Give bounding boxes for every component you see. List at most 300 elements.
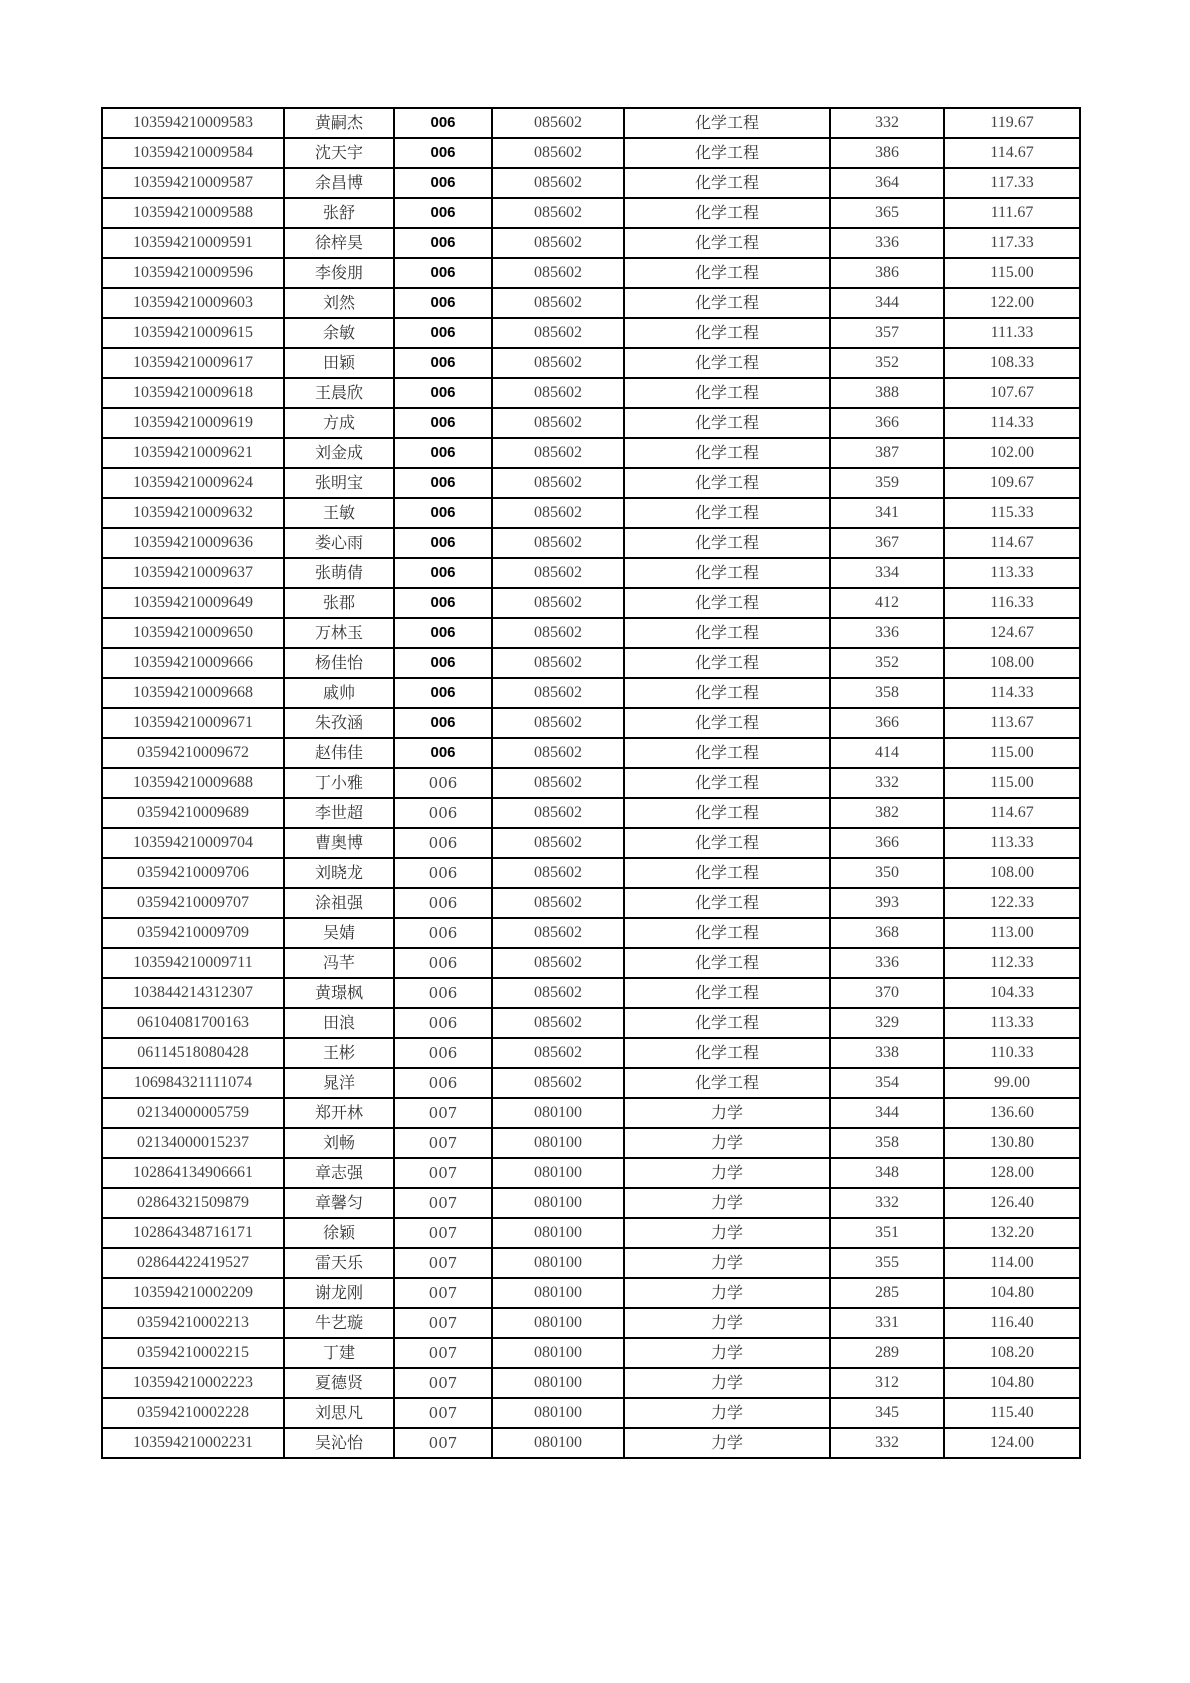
unit-code-cell: 006 — [394, 798, 492, 828]
retest-score-cell: 113.67 — [944, 708, 1080, 738]
major-code-cell: 085602 — [492, 1008, 624, 1038]
retest-score-cell: 122.00 — [944, 288, 1080, 318]
initial-score-cell: 357 — [830, 318, 944, 348]
table-row — [102, 138, 1080, 168]
candidate-name-cell: 王彬 — [284, 1038, 394, 1068]
candidate-id-cell: 03594210002228 — [102, 1398, 284, 1428]
retest-score-cell: 104.33 — [944, 978, 1080, 1008]
table-row — [102, 558, 1080, 588]
major-name-cell: 力学 — [624, 1218, 830, 1248]
major-code-cell: 085602 — [492, 1038, 624, 1068]
table-row — [102, 828, 1080, 858]
candidate-id-cell: 103594210009666 — [102, 648, 284, 678]
candidate-id-cell: 02864422419527 — [102, 1248, 284, 1278]
unit-code-cell: 006 — [394, 948, 492, 978]
initial-score-cell: 359 — [830, 468, 944, 498]
major-name-cell: 化学工程 — [624, 1068, 830, 1098]
candidate-id-cell: 02864321509879 — [102, 1188, 284, 1218]
unit-code-cell: 006 — [394, 648, 492, 678]
retest-score-cell: 136.60 — [944, 1098, 1080, 1128]
unit-code-cell: 006 — [394, 408, 492, 438]
major-name-cell: 化学工程 — [624, 798, 830, 828]
candidate-id-cell: 103594210009583 — [102, 108, 284, 138]
initial-score-cell: 348 — [830, 1158, 944, 1188]
candidate-name-cell: 李俊朋 — [284, 258, 394, 288]
major-name-cell: 力学 — [624, 1158, 830, 1188]
major-name-cell: 化学工程 — [624, 168, 830, 198]
candidate-id-cell: 103594210009603 — [102, 288, 284, 318]
initial-score-cell: 358 — [830, 678, 944, 708]
major-name-cell: 力学 — [624, 1398, 830, 1428]
initial-score-cell: 414 — [830, 738, 944, 768]
major-code-cell: 085602 — [492, 648, 624, 678]
table-row — [102, 288, 1080, 318]
initial-score-cell: 365 — [830, 198, 944, 228]
initial-score-cell: 331 — [830, 1308, 944, 1338]
candidate-id-cell: 103594210009704 — [102, 828, 284, 858]
table-row — [102, 1428, 1080, 1458]
major-code-cell: 085602 — [492, 798, 624, 828]
candidate-name-cell: 郑开林 — [284, 1098, 394, 1128]
candidate-id-cell: 103594210009632 — [102, 498, 284, 528]
candidate-id-cell: 102864134906661 — [102, 1158, 284, 1188]
table-row — [102, 1398, 1080, 1428]
major-code-cell: 080100 — [492, 1368, 624, 1398]
major-name-cell: 化学工程 — [624, 738, 830, 768]
table-row — [102, 858, 1080, 888]
candidate-name-cell: 刘晓龙 — [284, 858, 394, 888]
retest-score-cell: 116.33 — [944, 588, 1080, 618]
major-code-cell: 085602 — [492, 888, 624, 918]
major-name-cell: 化学工程 — [624, 978, 830, 1008]
major-code-cell: 085602 — [492, 618, 624, 648]
major-name-cell: 化学工程 — [624, 678, 830, 708]
table-row — [102, 498, 1080, 528]
major-name-cell: 化学工程 — [624, 618, 830, 648]
major-name-cell: 化学工程 — [624, 438, 830, 468]
major-name-cell: 化学工程 — [624, 198, 830, 228]
initial-score-cell: 351 — [830, 1218, 944, 1248]
retest-score-cell: 110.33 — [944, 1038, 1080, 1068]
retest-score-cell: 124.00 — [944, 1428, 1080, 1458]
table-row — [102, 1188, 1080, 1218]
major-code-cell: 080100 — [492, 1398, 624, 1428]
unit-code-cell: 006 — [394, 528, 492, 558]
candidate-id-cell: 103594210009617 — [102, 348, 284, 378]
retest-score-cell: 111.33 — [944, 318, 1080, 348]
initial-score-cell: 366 — [830, 408, 944, 438]
major-code-cell: 085602 — [492, 738, 624, 768]
major-code-cell: 080100 — [492, 1188, 624, 1218]
major-name-cell: 力学 — [624, 1368, 830, 1398]
candidate-id-cell: 03594210009706 — [102, 858, 284, 888]
table-row — [102, 1098, 1080, 1128]
major-name-cell: 化学工程 — [624, 498, 830, 528]
unit-code-cell: 007 — [394, 1248, 492, 1278]
table-row — [102, 1278, 1080, 1308]
unit-code-cell: 007 — [394, 1218, 492, 1248]
candidate-name-cell: 方成 — [284, 408, 394, 438]
initial-score-cell: 352 — [830, 348, 944, 378]
initial-score-cell: 332 — [830, 1188, 944, 1218]
initial-score-cell: 332 — [830, 108, 944, 138]
candidate-name-cell: 沈天宇 — [284, 138, 394, 168]
table-row — [102, 678, 1080, 708]
initial-score-cell: 352 — [830, 648, 944, 678]
candidate-id-cell: 103594210009649 — [102, 588, 284, 618]
candidate-name-cell: 赵伟佳 — [284, 738, 394, 768]
unit-code-cell: 006 — [394, 678, 492, 708]
major-code-cell: 080100 — [492, 1158, 624, 1188]
unit-code-cell: 007 — [394, 1158, 492, 1188]
candidate-name-cell: 娄心雨 — [284, 528, 394, 558]
initial-score-cell: 386 — [830, 138, 944, 168]
major-code-cell: 085602 — [492, 168, 624, 198]
table-row — [102, 798, 1080, 828]
candidate-id-cell: 103594210009637 — [102, 558, 284, 588]
major-code-cell: 085602 — [492, 378, 624, 408]
candidate-name-cell: 吴沁怡 — [284, 1428, 394, 1458]
unit-code-cell: 007 — [394, 1128, 492, 1158]
major-name-cell: 化学工程 — [624, 318, 830, 348]
table-row — [102, 768, 1080, 798]
major-name-cell: 化学工程 — [624, 918, 830, 948]
retest-score-cell: 132.20 — [944, 1218, 1080, 1248]
candidate-name-cell: 余昌博 — [284, 168, 394, 198]
major-name-cell: 力学 — [624, 1248, 830, 1278]
unit-code-cell: 006 — [394, 498, 492, 528]
initial-score-cell: 344 — [830, 288, 944, 318]
retest-score-cell: 109.67 — [944, 468, 1080, 498]
retest-score-cell: 112.33 — [944, 948, 1080, 978]
major-name-cell: 化学工程 — [624, 258, 830, 288]
initial-score-cell: 370 — [830, 978, 944, 1008]
candidate-id-cell: 103594210009591 — [102, 228, 284, 258]
candidate-name-cell: 张明宝 — [284, 468, 394, 498]
candidate-id-cell: 103594210009624 — [102, 468, 284, 498]
candidate-name-cell: 曹奥博 — [284, 828, 394, 858]
unit-code-cell: 006 — [394, 858, 492, 888]
major-code-cell: 085602 — [492, 288, 624, 318]
major-code-cell: 085602 — [492, 588, 624, 618]
major-code-cell: 085602 — [492, 468, 624, 498]
major-code-cell: 085602 — [492, 498, 624, 528]
candidate-name-cell: 刘畅 — [284, 1128, 394, 1158]
major-code-cell: 085602 — [492, 948, 624, 978]
candidate-name-cell: 王晨欣 — [284, 378, 394, 408]
candidate-id-cell: 06104081700163 — [102, 1008, 284, 1038]
table-row — [102, 978, 1080, 1008]
candidate-name-cell: 王敏 — [284, 498, 394, 528]
unit-code-cell: 007 — [394, 1338, 492, 1368]
table-row — [102, 168, 1080, 198]
major-name-cell: 力学 — [624, 1098, 830, 1128]
candidate-id-cell: 03594210009707 — [102, 888, 284, 918]
unit-code-cell: 007 — [394, 1398, 492, 1428]
retest-score-cell: 114.00 — [944, 1248, 1080, 1278]
table-row — [102, 888, 1080, 918]
major-name-cell: 化学工程 — [624, 588, 830, 618]
major-code-cell: 085602 — [492, 978, 624, 1008]
candidate-name-cell: 黄璟枫 — [284, 978, 394, 1008]
major-name-cell: 化学工程 — [624, 108, 830, 138]
unit-code-cell: 006 — [394, 288, 492, 318]
candidate-id-cell: 103594210009688 — [102, 768, 284, 798]
table-row — [102, 438, 1080, 468]
candidate-name-cell: 涂祖强 — [284, 888, 394, 918]
initial-score-cell: 312 — [830, 1368, 944, 1398]
initial-score-cell: 332 — [830, 1428, 944, 1458]
retest-score-cell: 114.67 — [944, 798, 1080, 828]
major-name-cell: 化学工程 — [624, 888, 830, 918]
initial-score-cell: 336 — [830, 228, 944, 258]
table-row — [102, 1008, 1080, 1038]
major-name-cell: 力学 — [624, 1128, 830, 1158]
table-row — [102, 108, 1080, 138]
table-row — [102, 1368, 1080, 1398]
major-name-cell: 力学 — [624, 1278, 830, 1308]
unit-code-cell: 007 — [394, 1428, 492, 1458]
major-name-cell: 化学工程 — [624, 528, 830, 558]
unit-code-cell: 006 — [394, 1038, 492, 1068]
candidate-id-cell: 103594210002209 — [102, 1278, 284, 1308]
candidate-id-cell: 02134000005759 — [102, 1098, 284, 1128]
unit-code-cell: 006 — [394, 708, 492, 738]
table-row — [102, 378, 1080, 408]
table-row — [102, 1218, 1080, 1248]
unit-code-cell: 006 — [394, 1008, 492, 1038]
retest-score-cell: 124.67 — [944, 618, 1080, 648]
major-code-cell: 085602 — [492, 768, 624, 798]
retest-score-cell: 108.33 — [944, 348, 1080, 378]
candidate-id-cell: 103844214312307 — [102, 978, 284, 1008]
initial-score-cell: 350 — [830, 858, 944, 888]
retest-score-cell: 115.00 — [944, 738, 1080, 768]
major-code-cell: 085602 — [492, 708, 624, 738]
major-code-cell: 085602 — [492, 138, 624, 168]
major-code-cell: 080100 — [492, 1428, 624, 1458]
unit-code-cell: 006 — [394, 138, 492, 168]
candidate-name-cell: 杨佳怡 — [284, 648, 394, 678]
retest-score-cell: 113.00 — [944, 918, 1080, 948]
table-row — [102, 348, 1080, 378]
table-row — [102, 468, 1080, 498]
major-name-cell: 化学工程 — [624, 708, 830, 738]
table-row — [102, 708, 1080, 738]
major-code-cell: 080100 — [492, 1248, 624, 1278]
initial-score-cell: 412 — [830, 588, 944, 618]
major-name-cell: 化学工程 — [624, 288, 830, 318]
major-code-cell: 080100 — [492, 1338, 624, 1368]
major-code-cell: 085602 — [492, 318, 624, 348]
initial-score-cell: 345 — [830, 1398, 944, 1428]
initial-score-cell: 289 — [830, 1338, 944, 1368]
candidate-id-cell: 103594210002231 — [102, 1428, 284, 1458]
major-name-cell: 化学工程 — [624, 468, 830, 498]
unit-code-cell: 006 — [394, 108, 492, 138]
major-name-cell: 化学工程 — [624, 228, 830, 258]
unit-code-cell: 006 — [394, 348, 492, 378]
major-code-cell: 085602 — [492, 558, 624, 588]
initial-score-cell: 366 — [830, 828, 944, 858]
major-code-cell: 085602 — [492, 408, 624, 438]
retest-score-cell: 108.00 — [944, 858, 1080, 888]
unit-code-cell: 006 — [394, 768, 492, 798]
candidate-id-cell: 102864348716171 — [102, 1218, 284, 1248]
candidate-name-cell: 冯芊 — [284, 948, 394, 978]
retest-score-cell: 104.80 — [944, 1368, 1080, 1398]
table-row — [102, 228, 1080, 258]
candidate-name-cell: 徐颖 — [284, 1218, 394, 1248]
candidate-id-cell: 02134000015237 — [102, 1128, 284, 1158]
unit-code-cell: 006 — [394, 168, 492, 198]
major-code-cell: 080100 — [492, 1128, 624, 1158]
unit-code-cell: 006 — [394, 888, 492, 918]
major-name-cell: 力学 — [624, 1338, 830, 1368]
table-row — [102, 1338, 1080, 1368]
retest-score-cell: 116.40 — [944, 1308, 1080, 1338]
candidate-name-cell: 万林玉 — [284, 618, 394, 648]
candidate-id-cell: 06114518080428 — [102, 1038, 284, 1068]
table-row — [102, 918, 1080, 948]
initial-score-cell: 388 — [830, 378, 944, 408]
initial-score-cell: 336 — [830, 948, 944, 978]
retest-score-cell: 113.33 — [944, 1008, 1080, 1038]
candidate-name-cell: 章志强 — [284, 1158, 394, 1188]
major-code-cell: 085602 — [492, 198, 624, 228]
candidate-id-cell: 03594210009672 — [102, 738, 284, 768]
retest-score-cell: 115.00 — [944, 258, 1080, 288]
retest-score-cell: 113.33 — [944, 558, 1080, 588]
initial-score-cell: 366 — [830, 708, 944, 738]
unit-code-cell: 006 — [394, 378, 492, 408]
retest-score-cell: 117.33 — [944, 228, 1080, 258]
table-row — [102, 258, 1080, 288]
candidate-id-cell: 103594210009588 — [102, 198, 284, 228]
unit-code-cell: 007 — [394, 1188, 492, 1218]
unit-code-cell: 006 — [394, 918, 492, 948]
retest-score-cell: 115.33 — [944, 498, 1080, 528]
table-row — [102, 408, 1080, 438]
candidate-name-cell: 丁小雅 — [284, 768, 394, 798]
major-name-cell: 力学 — [624, 1188, 830, 1218]
candidate-id-cell: 03594210002213 — [102, 1308, 284, 1338]
major-code-cell: 080100 — [492, 1218, 624, 1248]
retest-score-cell: 108.00 — [944, 648, 1080, 678]
initial-score-cell: 382 — [830, 798, 944, 828]
retest-score-cell: 114.67 — [944, 528, 1080, 558]
table-row — [102, 738, 1080, 768]
unit-code-cell: 006 — [394, 828, 492, 858]
candidate-name-cell: 刘然 — [284, 288, 394, 318]
candidate-id-cell: 103594210009668 — [102, 678, 284, 708]
candidate-name-cell: 刘思凡 — [284, 1398, 394, 1428]
initial-score-cell: 285 — [830, 1278, 944, 1308]
table-row — [102, 1308, 1080, 1338]
table-row — [102, 198, 1080, 228]
major-code-cell: 085602 — [492, 678, 624, 708]
retest-score-cell: 102.00 — [944, 438, 1080, 468]
unit-code-cell: 007 — [394, 1098, 492, 1128]
retest-score-cell: 130.80 — [944, 1128, 1080, 1158]
major-name-cell: 化学工程 — [624, 1008, 830, 1038]
initial-score-cell: 364 — [830, 168, 944, 198]
candidate-name-cell: 戚帅 — [284, 678, 394, 708]
major-name-cell: 化学工程 — [624, 378, 830, 408]
candidate-name-cell: 牛艺璇 — [284, 1308, 394, 1338]
initial-score-cell: 386 — [830, 258, 944, 288]
major-code-cell: 080100 — [492, 1308, 624, 1338]
table-body — [102, 108, 1080, 1458]
initial-score-cell: 354 — [830, 1068, 944, 1098]
retest-score-cell: 114.33 — [944, 408, 1080, 438]
candidate-name-cell: 朱孜涵 — [284, 708, 394, 738]
retest-score-cell: 115.00 — [944, 768, 1080, 798]
initial-score-cell: 334 — [830, 558, 944, 588]
retest-score-cell: 107.67 — [944, 378, 1080, 408]
unit-code-cell: 007 — [394, 1308, 492, 1338]
table-row — [102, 618, 1080, 648]
initial-score-cell: 367 — [830, 528, 944, 558]
candidate-name-cell: 吴婧 — [284, 918, 394, 948]
major-name-cell: 化学工程 — [624, 828, 830, 858]
candidate-id-cell: 103594210009636 — [102, 528, 284, 558]
retest-score-cell: 111.67 — [944, 198, 1080, 228]
candidate-id-cell: 103594210009671 — [102, 708, 284, 738]
candidate-name-cell: 徐梓昊 — [284, 228, 394, 258]
unit-code-cell: 006 — [394, 318, 492, 348]
admission-score-table — [101, 107, 1081, 1459]
candidate-id-cell: 03594210009709 — [102, 918, 284, 948]
major-code-cell: 085602 — [492, 438, 624, 468]
table-row — [102, 318, 1080, 348]
initial-score-cell: 341 — [830, 498, 944, 528]
retest-score-cell: 115.40 — [944, 1398, 1080, 1428]
initial-score-cell: 336 — [830, 618, 944, 648]
unit-code-cell: 006 — [394, 438, 492, 468]
retest-score-cell: 119.67 — [944, 108, 1080, 138]
major-code-cell: 085602 — [492, 828, 624, 858]
major-name-cell: 力学 — [624, 1428, 830, 1458]
major-code-cell: 080100 — [492, 1278, 624, 1308]
unit-code-cell: 006 — [394, 198, 492, 228]
major-code-cell: 085602 — [492, 258, 624, 288]
candidate-name-cell: 张舒 — [284, 198, 394, 228]
unit-code-cell: 006 — [394, 978, 492, 1008]
table-row — [102, 528, 1080, 558]
table-row — [102, 1158, 1080, 1188]
initial-score-cell: 368 — [830, 918, 944, 948]
major-name-cell: 化学工程 — [624, 1038, 830, 1068]
initial-score-cell: 344 — [830, 1098, 944, 1128]
major-code-cell: 085602 — [492, 228, 624, 258]
unit-code-cell: 006 — [394, 468, 492, 498]
candidate-id-cell: 103594210009619 — [102, 408, 284, 438]
table-row — [102, 948, 1080, 978]
retest-score-cell: 113.33 — [944, 828, 1080, 858]
major-name-cell: 力学 — [624, 1308, 830, 1338]
candidate-id-cell: 03594210002215 — [102, 1338, 284, 1368]
major-name-cell: 化学工程 — [624, 558, 830, 588]
retest-score-cell: 128.00 — [944, 1158, 1080, 1188]
initial-score-cell: 358 — [830, 1128, 944, 1158]
initial-score-cell: 329 — [830, 1008, 944, 1038]
candidate-name-cell: 雷天乐 — [284, 1248, 394, 1278]
table-row — [102, 648, 1080, 678]
initial-score-cell: 387 — [830, 438, 944, 468]
major-code-cell: 085602 — [492, 918, 624, 948]
candidate-id-cell: 103594210002223 — [102, 1368, 284, 1398]
